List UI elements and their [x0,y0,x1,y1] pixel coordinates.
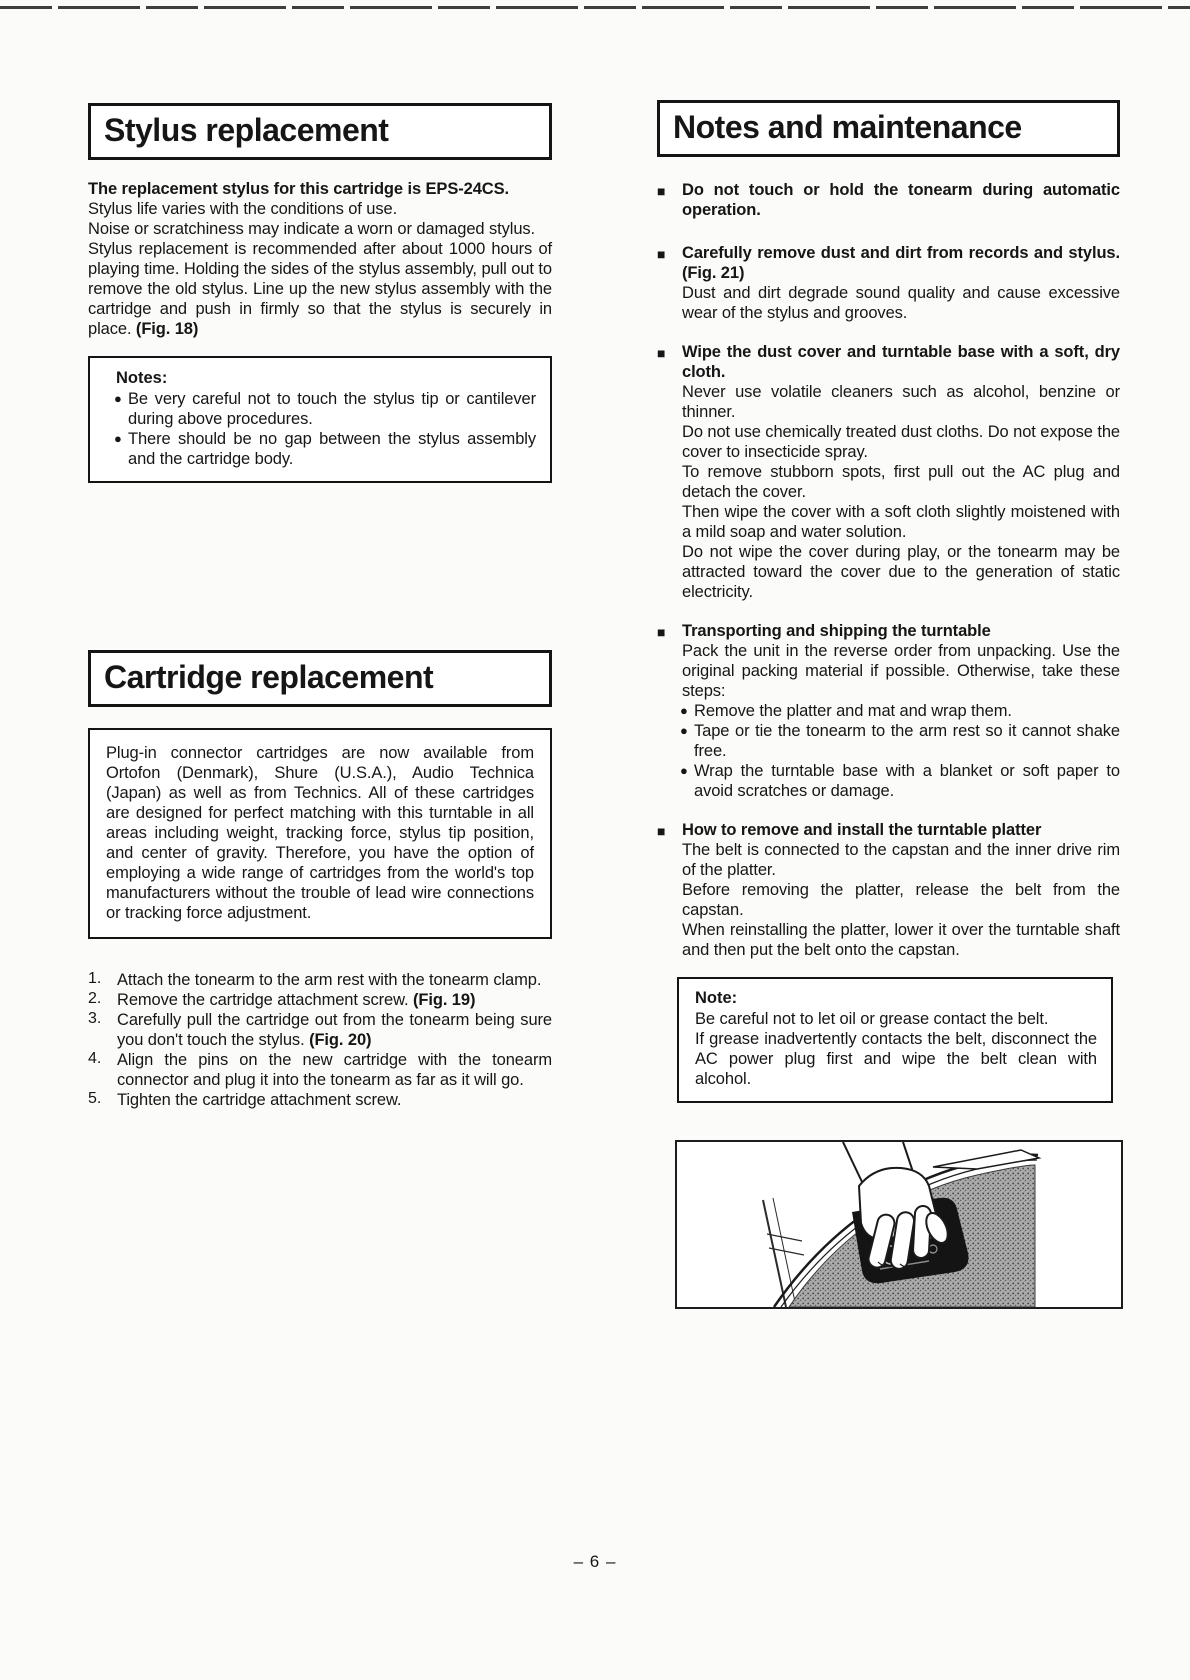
transport-step [682,721,1120,761]
section-title-stylus-replacement: Stylus replacement [88,103,552,160]
step-text [117,990,552,1010]
note-item-text: Be very careful not to touch the stylus tip or cantilever during above procedures. [128,390,536,429]
maintenance-items [657,180,1120,960]
maintenance-item-dust-records [657,243,1120,323]
note-line: Be careful not to let oil or grease contact the belt. [695,1010,1049,1029]
step-text-span: Align the pins on the new cartridge with the tonearm connector and plug it into the tonearm as far as it will go. [117,1051,552,1090]
bullet-dot-icon: ● [114,391,122,407]
bullet-dot-icon: ● [114,431,122,447]
platter-removal-drawing [677,1142,1121,1307]
step-text-span: Remove the cartridge attachment screw. [117,991,413,1010]
step-text-span: Tighten the cartridge attachment screw. [117,1091,402,1110]
bullet-square-icon: ■ [657,183,666,200]
step-number: 3. [88,1010,102,1028]
maintenance-item-wipe-cover [657,342,1120,602]
right-column [657,0,1120,1309]
cartridge-boxed-text: Plug-in connector cartridges are now available from Ortofon (Denmark), Shure (U.S.A.), Audio Technica (Japan) as well as from Technics. All of these cartridges are designed for perfect matching with this turntable in all areas including weight, tracking force, stylus tip position, and center of gravity. Therefore, you have the option of employing a wide range of cartridges from the world's top manufacturers without the trouble of lead wire connections or tracking force adjustment. [106,744,534,923]
item-heading: Carefully remove dust and dirt from records and stylus. (Fig. 21) [682,244,1120,283]
page-number: – 6 – [573,1552,617,1571]
step-text [117,1010,552,1050]
item-body: Dust and dirt degrade sound quality and cause excessive wear of the stylus and grooves. [682,284,1120,323]
cartridge-steps-list [88,970,552,1110]
transport-step [682,701,1120,721]
figure-reference-18: (Fig. 18) [135,320,199,339]
step-number: 2. [88,990,102,1008]
figure-reference-20: (Fig. 20) [309,1031,372,1050]
cartridge-step-4 [88,1050,552,1090]
maintenance-item-transporting [657,621,1120,801]
cartridge-step-5 [88,1090,552,1110]
stylus-intro-bold-line: The replacement stylus for this cartridge is EPS-24CS. [88,180,509,199]
belt-note-box [677,977,1113,1103]
maintenance-item-platter [657,820,1120,960]
note-item [116,389,536,429]
bullet-square-icon: ■ [657,345,666,362]
stylus-line-1: Stylus life varies with the conditions of use. [88,200,398,219]
note-item-text: There should be no gap between the stylus assembly and the cartridge body. [128,430,536,469]
stylus-intro-paragraph [88,179,552,339]
note-line: If grease inadvertently contacts the belt, disconnect the AC power plug first and wipe the belt clean with alcohol. [695,1030,1097,1089]
item-body: Do not wipe the cover during play, or the tonearm may be attracted toward the cover due to the generation of static electricity. [682,543,1120,602]
item-heading: Transporting and shipping the turntable [682,622,991,641]
step-number: 5. [88,1090,102,1108]
step-text [117,1050,552,1090]
bullet-square-icon: ■ [657,246,666,263]
item-body: The belt is connected to the capstan and the inner drive rim of the platter. [682,841,1120,880]
bullet-dot-icon: ● [680,703,688,719]
item-body: Pack the unit in the reverse order from unpacking. Use the original packing material if possible. Otherwise, take these steps: [682,642,1120,701]
item-heading: How to remove and install the turntable platter [682,821,1042,840]
item-body: When reinstalling the platter, lower it over the turntable shaft and then put the belt onto the capstan. [682,921,1120,960]
step-text-span: Attach the tonearm to the arm rest with the tonearm clamp. [117,971,542,990]
step-text [117,970,552,990]
stylus-line-2: Noise or scratchiness may indicate a worn or damaged stylus. [88,220,536,239]
note-heading: Note: [695,989,738,1008]
step-text [117,1090,552,1110]
left-column [88,0,552,1110]
transport-step-text: Remove the platter and mat and wrap them. [694,702,1012,721]
stylus-notes-box [88,356,552,483]
stylus-body-paragraph [88,239,552,339]
platter-removal-illustration [675,1140,1123,1309]
cartridge-info-box [88,728,552,939]
figure-reference-19: (Fig. 19) [413,991,476,1010]
item-heading: Wipe the dust cover and turntable base with a soft, dry cloth. [682,343,1120,382]
item-body: Never use volatile cleaners such as alcohol, benzine or thinner. [682,383,1120,422]
notes-heading: Notes: [116,369,168,388]
cartridge-step-3 [88,1010,552,1050]
cartridge-step-1 [88,970,552,990]
item-body: Before removing the platter, release the belt from the capstan. [682,881,1120,920]
bullet-dot-icon: ● [680,723,688,739]
step-number: 4. [88,1050,102,1068]
maintenance-item-tonearm [657,180,1120,220]
step-number: 1. [88,970,102,988]
item-heading: Do not touch or hold the tonearm during automatic operation. [682,181,1120,220]
item-body: Then wipe the cover with a soft cloth slightly moistened with a mild soap and water solution. [682,503,1120,542]
bullet-square-icon: ■ [657,823,666,840]
cartridge-step-2 [88,990,552,1010]
step-text-span: Carefully pull the cartridge out from the tonearm being sure you don't touch the stylus. [117,1011,552,1050]
section-title-cartridge-replacement: Cartridge replacement [88,650,552,707]
bullet-square-icon: ■ [657,624,666,641]
bullet-dot-icon: ● [680,763,688,779]
item-body: Do not use chemically treated dust cloths. Do not expose the cover to insecticide spray. [682,423,1120,462]
stylus-body-text: Stylus replacement is recommended after about 1000 hours of playing time. Holding the sides of the stylus assembly, pull out to remove the old stylus. Line up the new stylus assembly with the cartridge and push in firmly so that the stylus is securely in place. [88,240,552,339]
item-body: To remove stubborn spots, first pull out the AC plug and detach the cover. [682,463,1120,502]
transport-step-text: Tape or tie the tonearm to the arm rest so it cannot shake free. [694,722,1120,761]
section-title-notes-and-maintenance: Notes and maintenance [657,100,1120,157]
note-item [116,429,536,469]
transport-step [682,761,1120,801]
transport-step-text: Wrap the turntable base with a blanket or soft paper to avoid scratches or damage. [694,762,1120,801]
